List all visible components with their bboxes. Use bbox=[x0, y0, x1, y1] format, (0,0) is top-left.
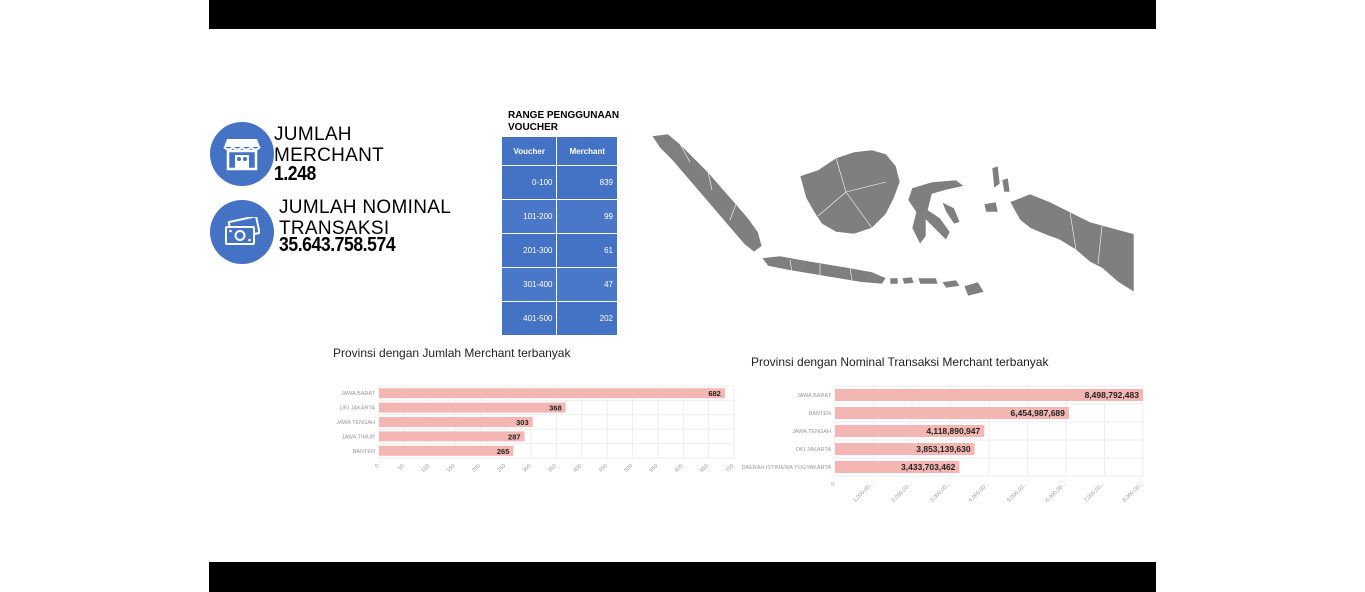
x-tick-label: 4,000,00... bbox=[967, 481, 991, 504]
category-label: JAWA BARAT bbox=[796, 393, 831, 399]
x-tick-label: 650 bbox=[699, 463, 711, 474]
data-label: 682 bbox=[708, 389, 721, 399]
data-label: 3,853,139,630 bbox=[916, 444, 971, 454]
table-row bbox=[502, 302, 618, 336]
category-label: JAWA TENGAH bbox=[336, 420, 375, 426]
x-tick-label: 700 bbox=[724, 463, 736, 474]
range-header-merchant: Merchant bbox=[557, 137, 618, 166]
sumatra-shape bbox=[652, 134, 762, 252]
letterbox-top bbox=[209, 0, 1156, 29]
kpi-nominal-label-1: JUMLAH NOMINAL bbox=[279, 197, 452, 218]
range-cell-voucher: 101-200 bbox=[502, 200, 557, 234]
x-tick-label: 500 bbox=[623, 463, 634, 474]
data-label: 4,118,890,947 bbox=[926, 426, 981, 436]
data-label: 6,454,987,689 bbox=[1010, 408, 1065, 418]
x-tick-label: 250 bbox=[496, 463, 508, 474]
range-table-title: RANGE PENGGUNAAN VOUCHER bbox=[508, 110, 620, 133]
range-cell-voucher: 201-300 bbox=[502, 234, 557, 268]
category-label: DAERAH ISTIMEWA YOGYAKARTA bbox=[741, 465, 831, 471]
x-tick-label: 550 bbox=[648, 463, 660, 474]
x-tick-label: 200 bbox=[471, 463, 482, 474]
category-label: BANTEN bbox=[808, 411, 831, 417]
range-cell-merchant: 99 bbox=[557, 200, 618, 234]
table-row bbox=[502, 234, 618, 268]
kpi-merchant-label-1: JUMLAH bbox=[274, 124, 352, 145]
category-label: JAWA BARAT bbox=[340, 391, 375, 398]
x-tick-label: 150 bbox=[445, 463, 457, 474]
x-tick-label: 8,000,00... bbox=[1121, 481, 1145, 504]
bar bbox=[379, 431, 525, 441]
kpi-nominal-label-2: TRANSAKSI bbox=[279, 218, 390, 239]
data-label: 265 bbox=[496, 446, 510, 456]
range-cell-merchant: 202 bbox=[557, 302, 618, 336]
bar bbox=[379, 388, 725, 398]
x-tick-label: 0 bbox=[830, 481, 837, 488]
bar bbox=[379, 417, 533, 427]
table-row bbox=[502, 200, 618, 234]
x-tick-label: 2,000,00... bbox=[890, 481, 914, 504]
bar bbox=[379, 403, 566, 413]
table-row bbox=[502, 268, 618, 302]
category-label: DKI JAKARTA bbox=[796, 447, 831, 453]
data-label: 287 bbox=[508, 432, 521, 442]
chart-nominal-transaksi bbox=[740, 384, 1150, 524]
range-cell-merchant: 47 bbox=[557, 268, 618, 302]
chart-merchant-count bbox=[325, 384, 745, 484]
data-label: 3,433,703,462 bbox=[901, 462, 956, 472]
x-tick-label: 100 bbox=[420, 463, 432, 474]
x-tick-label: 7,000,00... bbox=[1083, 481, 1106, 504]
data-label: 368 bbox=[549, 403, 562, 413]
x-tick-label: 450 bbox=[597, 463, 609, 474]
x-tick-label: 600 bbox=[673, 463, 685, 474]
letterbox-bottom bbox=[209, 562, 1156, 592]
chart2-title: Provinsi dengan Nominal Transaksi Merchant terbanyak bbox=[751, 355, 1049, 369]
store-icon bbox=[210, 122, 274, 186]
range-cell-merchant: 839 bbox=[557, 166, 618, 200]
chart1-title: Provinsi dengan Jumlah Merchant terbanyak bbox=[333, 346, 571, 360]
kpi-merchant-value: 1.248 bbox=[274, 163, 316, 185]
bar bbox=[379, 446, 513, 456]
range-table bbox=[501, 136, 618, 336]
range-cell-voucher: 301-400 bbox=[502, 268, 557, 302]
data-label: 303 bbox=[516, 418, 529, 427]
papua-shape bbox=[1010, 194, 1134, 292]
x-tick-label: 6,000,00... bbox=[1044, 481, 1068, 504]
x-tick-label: 400 bbox=[572, 463, 584, 474]
x-tick-label: 300 bbox=[521, 463, 533, 474]
range-cell-voucher: 0-100 bbox=[502, 166, 557, 200]
x-tick-label: 5,000,00... bbox=[1006, 481, 1029, 504]
range-cell-merchant: 61 bbox=[557, 234, 618, 268]
indonesia-map bbox=[650, 132, 1136, 312]
x-tick-label: 350 bbox=[547, 463, 558, 474]
kalimantan-shape bbox=[800, 150, 900, 234]
money-icon bbox=[210, 200, 274, 264]
kpi-merchant-label-2: MERCHANT bbox=[274, 145, 385, 166]
category-label: BANTEN bbox=[352, 448, 375, 455]
java-shape bbox=[762, 256, 886, 284]
data-label: 8,498,792,483 bbox=[1084, 390, 1139, 400]
x-tick-label: 0 bbox=[374, 463, 381, 470]
range-header-voucher: Voucher bbox=[502, 137, 557, 166]
category-label: JAWA TENGAH bbox=[792, 429, 831, 435]
range-cell-voucher: 401-500 bbox=[502, 302, 557, 336]
category-label: JAWA TIMUR bbox=[341, 434, 375, 441]
category-label: DKI JAKARTA bbox=[340, 405, 375, 412]
kpi-nominal-value: 35.643.758.574 bbox=[279, 234, 396, 256]
x-tick-label: 50 bbox=[397, 463, 406, 472]
table-row bbox=[502, 166, 618, 200]
x-tick-label: 1,000,00... bbox=[852, 481, 875, 504]
x-tick-label: 3,000,00... bbox=[929, 481, 952, 504]
